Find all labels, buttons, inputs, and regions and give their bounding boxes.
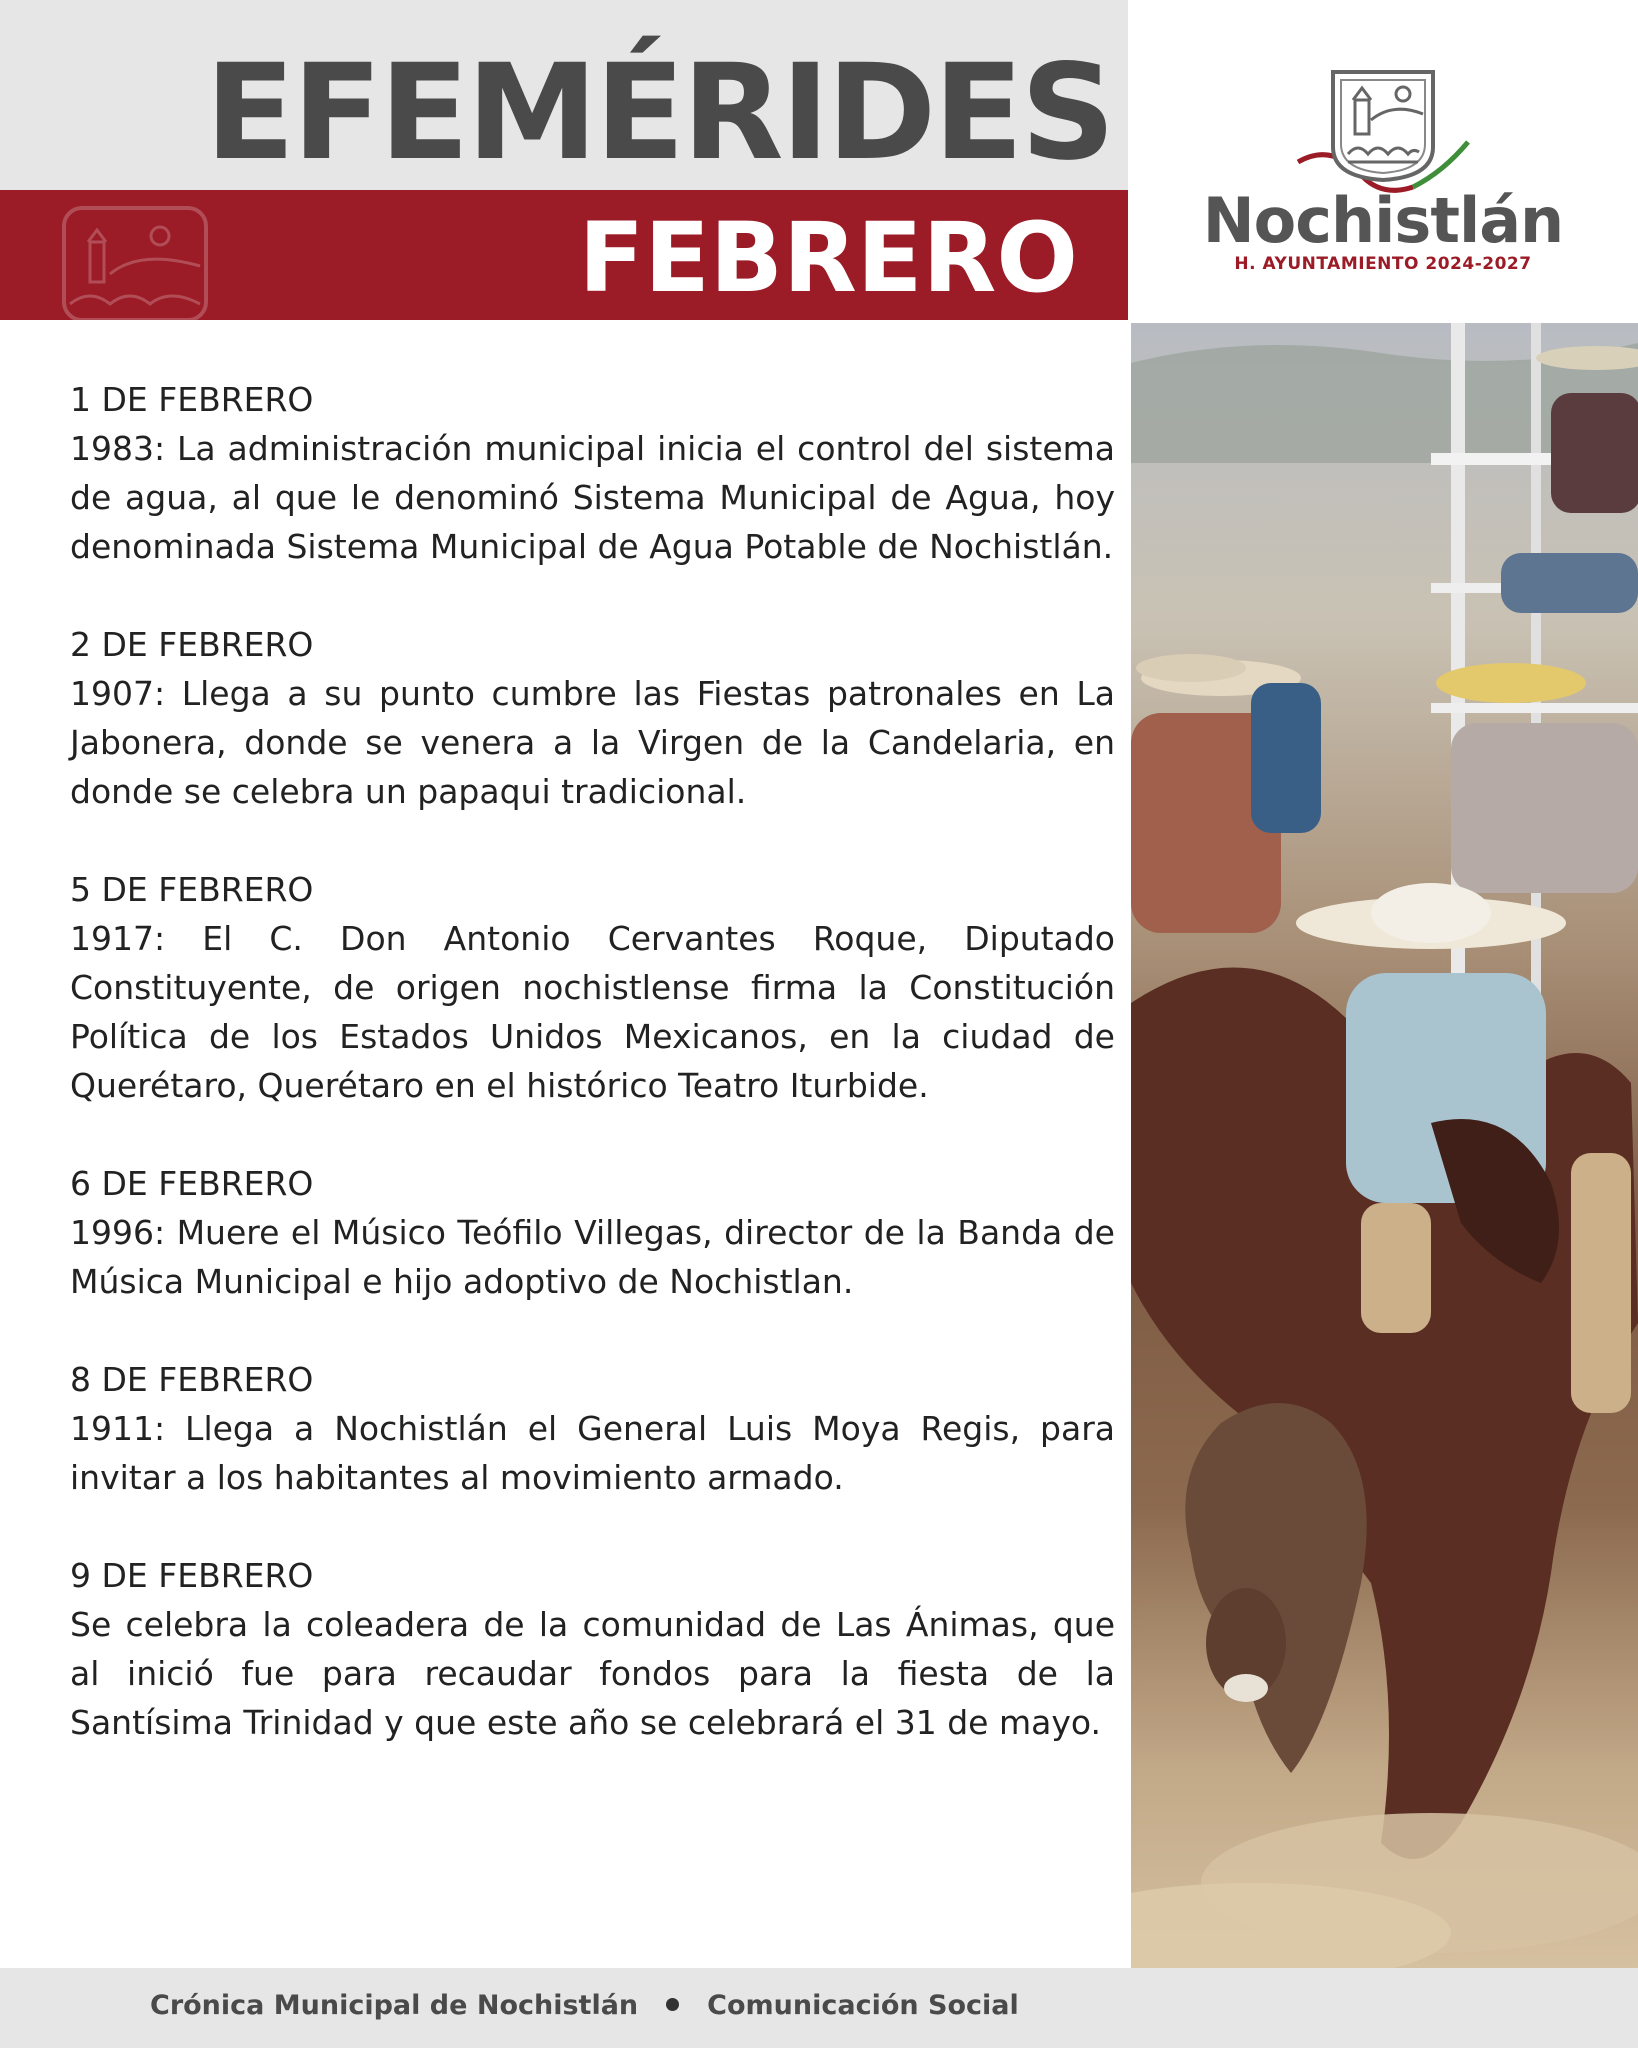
entry-date: 9 DE FEBRERO bbox=[70, 1556, 314, 1595]
list-item bbox=[70, 375, 1115, 571]
rodeo-illustration bbox=[1131, 323, 1638, 1968]
entry-text: 1983: La administración municipal inicia el control del sistema de agua, al que le denominó Sistema Municipal de Agua, hoy denominada Sistema Municipal de Agua Potable de Nochistlán. bbox=[70, 429, 1115, 566]
ephemerides-list bbox=[70, 375, 1115, 1796]
entry-date: 5 DE FEBRERO bbox=[70, 870, 314, 909]
list-item bbox=[70, 620, 1115, 816]
month-band bbox=[0, 190, 1128, 320]
footer bbox=[0, 1968, 1638, 2048]
list-item bbox=[70, 1355, 1115, 1502]
logo bbox=[1128, 0, 1638, 320]
rodeo-photo bbox=[1131, 323, 1638, 1968]
entry-text: Se celebra la coleadera de la comunidad de Las Ánimas, que al inició fue para recaudar fondos para la fiesta de la Santísima Trinidad y que este año se celebrará el 31 de mayo. bbox=[70, 1605, 1115, 1742]
list-item bbox=[70, 865, 1115, 1110]
entry-text: 1917: El C. Don Antonio Cervantes Roque, Diputado Constituyente, de origen nochistlense firma la Constitución Política de los Estados Unidos Mexicanos, en la ciudad de Querétaro, Querétaro en el histórico Teatro Iturbide. bbox=[70, 919, 1115, 1105]
title-band bbox=[0, 0, 1128, 190]
entry-text: 1911: Llega a Nochistlán el General Luis Moya Regis, para invitar a los habitantes al movimiento armado. bbox=[70, 1409, 1115, 1497]
entry-date: 1 DE FEBRERO bbox=[70, 380, 314, 419]
month-title: FEBRERO bbox=[578, 202, 1078, 314]
logo-name: Nochistlán bbox=[1202, 184, 1564, 257]
page-title: EFEMÉRIDES bbox=[205, 36, 1113, 190]
entry-text: 1907: Llega a su punto cumbre las Fiestas patronales en La Jabonera, donde se venera a la Virgen de la Candelaria, en donde se celebra un papaqui tradicional. bbox=[70, 674, 1115, 811]
logo-subtitle: H. AYUNTAMIENTO 2024-2027 bbox=[1234, 254, 1532, 274]
entry-date: 6 DE FEBRERO bbox=[70, 1164, 314, 1203]
list-item bbox=[70, 1551, 1115, 1747]
footer-chronicle: Crónica Municipal de Nochistlán bbox=[150, 1990, 639, 2021]
entry-text: 1996: Muere el Músico Teófilo Villegas, director de la Banda de Música Municipal e hijo adoptivo de Nochistlan. bbox=[70, 1213, 1115, 1301]
entry-date: 2 DE FEBRERO bbox=[70, 625, 314, 664]
entry-date: 8 DE FEBRERO bbox=[70, 1360, 314, 1399]
emblem-watermark-icon bbox=[60, 204, 210, 324]
footer-communication: Comunicación Social bbox=[707, 1990, 1019, 2021]
list-item bbox=[70, 1159, 1115, 1306]
bullet-icon bbox=[666, 1998, 679, 2011]
municipal-emblem-icon bbox=[1293, 62, 1473, 202]
footer-credits bbox=[150, 1986, 1019, 2026]
